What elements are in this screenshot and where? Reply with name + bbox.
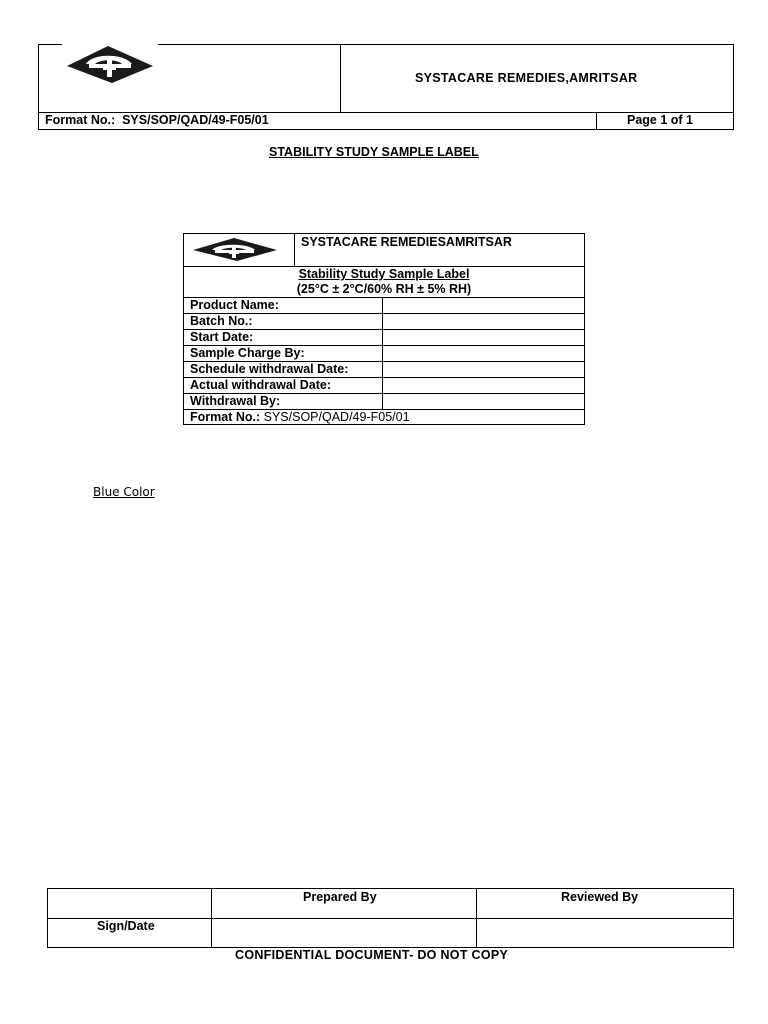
- header-page-number: Page 1 of 1: [627, 113, 693, 127]
- confidential-notice: CONFIDENTIAL DOCUMENT- DO NOT COPY: [235, 948, 509, 962]
- header-page-divider: [596, 112, 597, 130]
- label-title-line1: Stability Study Sample Label: [298, 267, 470, 281]
- label-field-name: Product Name:: [190, 298, 279, 312]
- logo-icon: [62, 40, 158, 86]
- label-field-row: [184, 377, 585, 393]
- sign-date-label: Sign/Date: [97, 919, 155, 933]
- header-format-value: SYS/SOP/QAD/49-F05/01: [122, 113, 269, 127]
- header-format-label: Format No.:: [45, 113, 116, 127]
- label-company-name: SYSTACARE REMEDIESAMRITSAR: [301, 235, 512, 249]
- document-title: STABILITY STUDY SAMPLE LABEL: [269, 145, 479, 159]
- label-logo-divider: [294, 234, 295, 266]
- label-field-value[interactable]: [384, 297, 584, 313]
- label-field-row: [184, 297, 585, 313]
- label-field-value[interactable]: [384, 313, 584, 329]
- reviewed-by-signature-cell[interactable]: [477, 919, 733, 947]
- label-field-row: [184, 345, 585, 361]
- header-divider-vertical: [340, 44, 341, 113]
- label-field-name: Schedule withdrawal Date:: [190, 362, 349, 376]
- label-field-value[interactable]: [384, 361, 584, 377]
- label-field-row: [184, 361, 585, 377]
- prepared-by-signature-cell[interactable]: [212, 919, 475, 947]
- reviewed-by-header: Reviewed By: [561, 890, 639, 904]
- label-field-name: Batch No.:: [190, 314, 253, 328]
- label-title-line2: (25°C ± 2°C/60% RH ± 5% RH): [296, 282, 472, 296]
- company-logo: [62, 40, 158, 86]
- label-field-name: Sample Charge By:: [190, 346, 305, 360]
- label-field-row: [184, 313, 585, 329]
- sample-label: [183, 233, 585, 425]
- label-title: [184, 266, 584, 297]
- label-field-name: Actual withdrawal Date:: [190, 378, 331, 392]
- label-column-divider: [382, 297, 383, 409]
- label-field-value[interactable]: [384, 393, 584, 409]
- color-note: Blue Color: [93, 485, 155, 499]
- label-field-name: Withdrawal By:: [190, 394, 281, 408]
- label-format-value: SYS/SOP/QAD/49-F05/01: [263, 410, 410, 424]
- label-field-name: Start Date:: [190, 330, 254, 344]
- label-field-value[interactable]: [384, 345, 584, 361]
- label-field-row: [184, 393, 585, 409]
- prepared-by-header: Prepared By: [303, 890, 377, 904]
- label-format-row: [190, 409, 410, 425]
- header-company-name: SYSTACARE REMEDIES,AMRITSAR: [415, 71, 638, 85]
- label-field-row: [184, 329, 585, 345]
- logo-icon: [190, 235, 280, 263]
- label-field-value[interactable]: [384, 329, 584, 345]
- header-format-number: [45, 113, 269, 127]
- label-format-label: Format No.:: [190, 410, 261, 424]
- label-field-value[interactable]: [384, 377, 584, 393]
- label-logo: [190, 235, 280, 263]
